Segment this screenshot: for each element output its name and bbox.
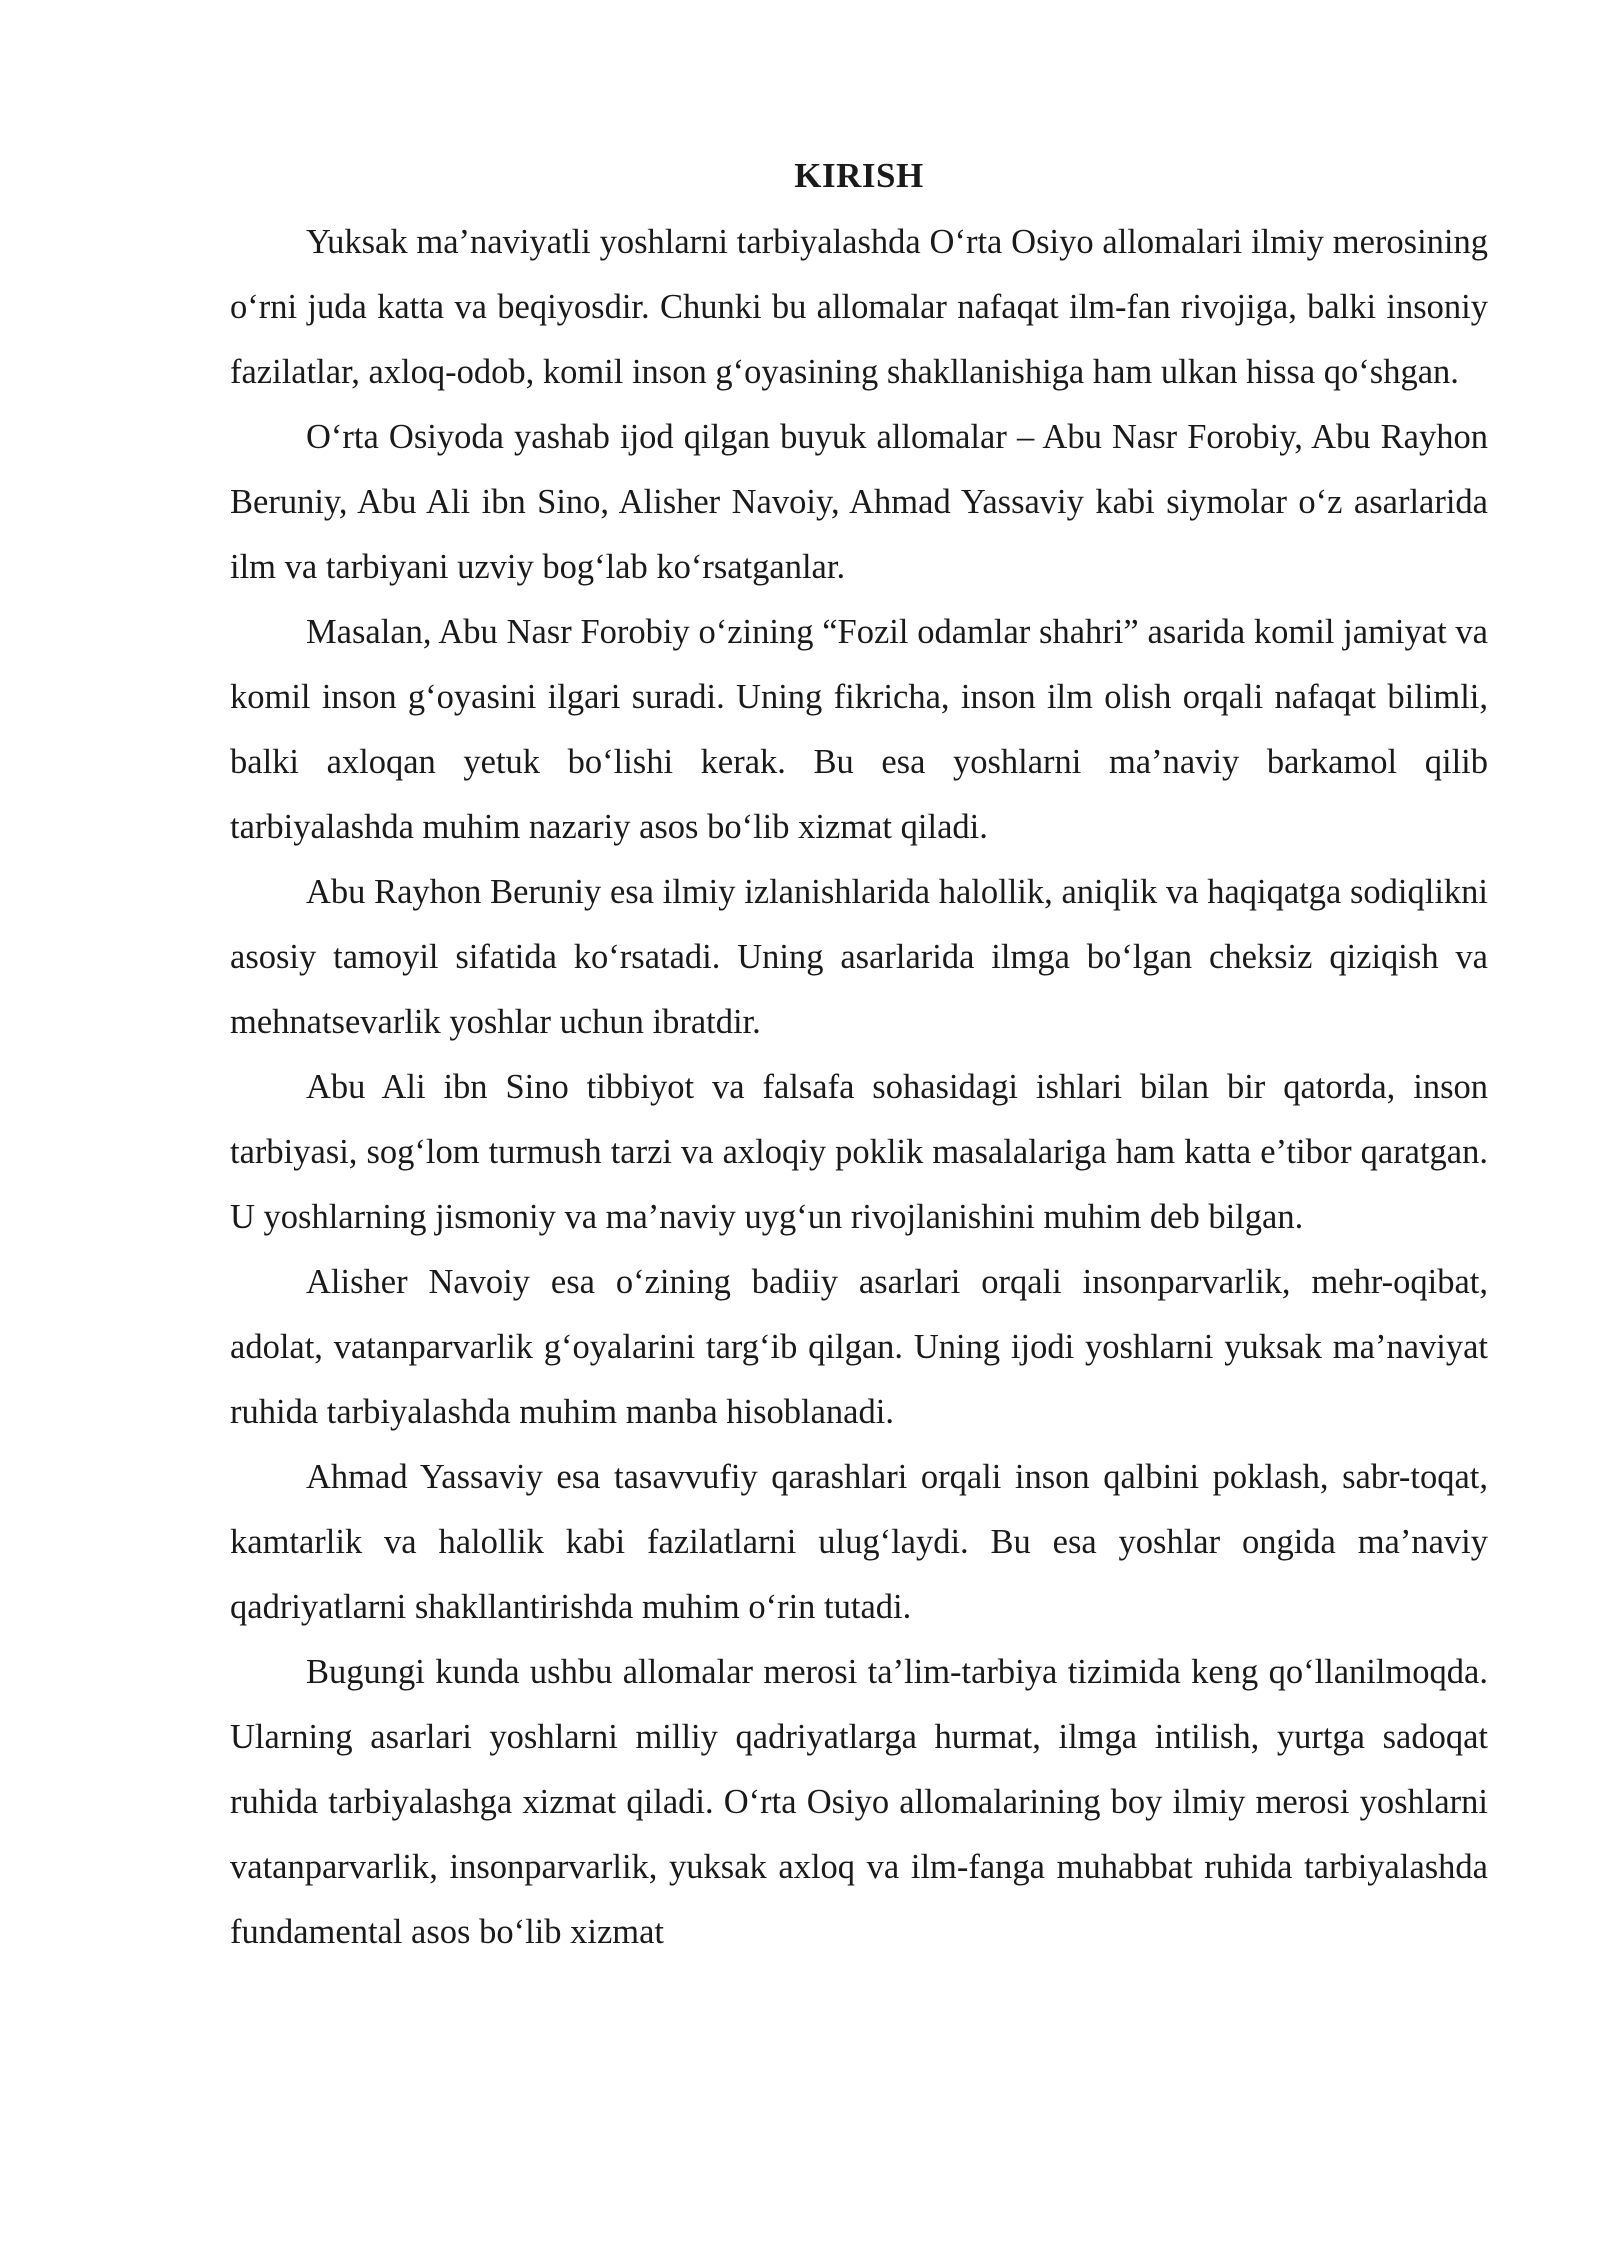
section-heading: KIRISH (794, 156, 924, 195)
paragraph-3: Masalan, Abu Nasr Forobiy o‘zining “Fozil odamlar shahri” asarida komil jamiyat va komil inson g‘oyasini ilgari suradi. Uning fikricha, inson ilm olish orqali nafaqat bilimli, balki axloqan yetuk bo‘lishi kerak. Bu esa yoshlarni ma’naviy barkamol qilib tarbiyalashda muhim nazariy asos bo‘lib xizmat qiladi. (230, 613, 1488, 846)
paragraph-1: Yuksak ma’naviyatli yoshlarni tarbiyalashda O‘rta Osiyo allomalari ilmiy merosining o‘rni juda katta va beqiyosdir. Chunki bu allomalar nafaqat ilm-fan rivojiga, balki insoniy fazilatlar, axloq-odob, komil inson g‘oyasining shakllanishiga ham ulkan hissa qo‘shgan. (230, 223, 1488, 391)
paragraph-4: Abu Rayhon Beruniy esa ilmiy izlanishlarida halollik, aniqlik va haqiqatga sodiqlikni asosiy tamoyil sifatida ko‘rsatadi. Uning asarlarida ilmga bo‘lgan cheksiz qiziqish va mehnatsevarlik yoshlar uchun ibratdir. (230, 873, 1488, 1041)
paragraph-2: O‘rta Osiyoda yashab ijod qilgan buyuk allomalar – Abu Nasr Forobiy, Abu Rayhon Beruniy, Abu Ali ibn Sino, Alisher Navoiy, Ahmad Yassaviy kabi siymolar o‘z asarlarida ilm va tarbiyani uzviy bog‘lab ko‘rsatganlar. (230, 418, 1488, 586)
document-body (230, 150, 1488, 1965)
paragraph-6: Alisher Navoiy esa o‘zining badiiy asarlari orqali insonparvarlik, mehr-oqibat, adolat, vatanparvarlik g‘oyalarini targ‘ib qilgan. Uning ijodi yoshlarni yuksak ma’naviyat ruhida tarbiyalashda muhim manba hisoblanadi. (230, 1263, 1488, 1431)
paragraph-7: Ahmad Yassaviy esa tasavvufiy qarashlari orqali inson qalbini poklash, sabr-toqat, kamtarlik va halollik kabi fazilatlarni ulug‘laydi. Bu esa yoshlar ongida ma’naviy qadriyatlarni shakllantirishda muhim o‘rin tutadi. (230, 1458, 1488, 1626)
paragraph-5: Abu Ali ibn Sino tibbiyot va falsafa sohasidagi ishlari bilan bir qatorda, inson tarbiyasi, sog‘lom turmush tarzi va axloqiy poklik masalalariga ham katta e’tibor qaratgan. U yoshlarning jismoniy va ma’naviy uyg‘un rivojlanishini muhim deb bilgan. (230, 1068, 1488, 1236)
paragraph-8: Bugungi kunda ushbu allomalar merosi ta’lim-tarbiya tizimida keng qo‘llanilmoqda. Ularning asarlari yoshlarni milliy qadriyatlarga hurmat, ilmga intilish, yurtga sadoqat ruhida tarbiyalashga xizmat qiladi. O‘rta Osiyo allomalarining boy ilmiy merosi yoshlarni vatanparvarlik, insonparvarlik, yuksak axloq va ilm-fanga muhabbat ruhida tarbiyalashda fundamental asos bo‘lib xizmat (230, 1653, 1488, 1951)
